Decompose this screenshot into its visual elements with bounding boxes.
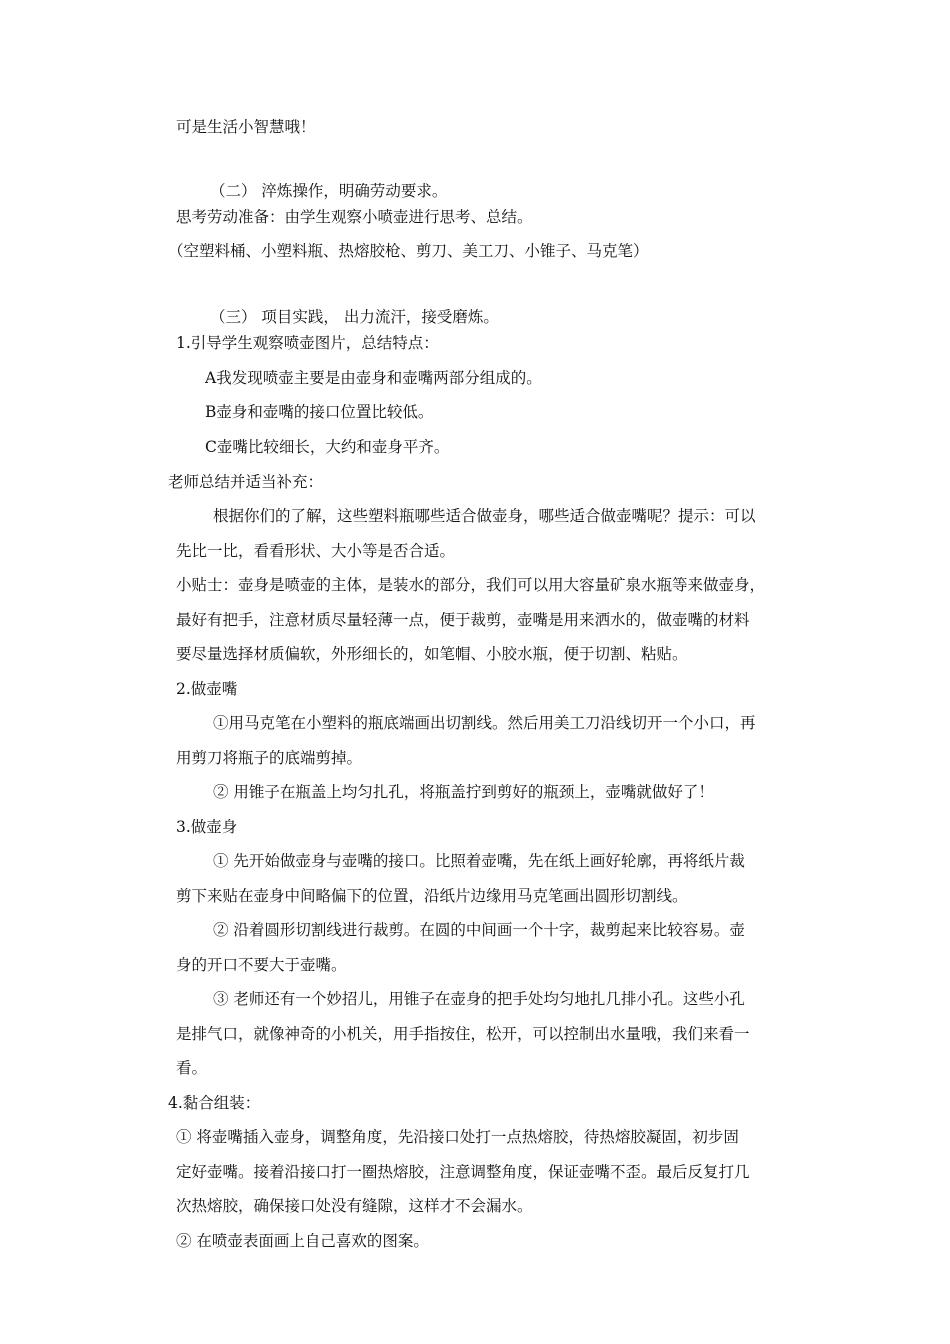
step-heading: 2.做壶嘴 [176,680,238,698]
step-heading: 3.做壶身 [176,818,238,836]
text-line: 身的开口不要大于壶嘴。 [176,956,347,974]
text-line: ② 在喷壶表面画上自己喜欢的图案。 [176,1232,429,1250]
step-heading: 4.黏合组装： [168,1094,261,1112]
text-line: 剪下来贴在壶身中间略偏下的位置，沿纸片边缘用马克笔画出圆形切割线。 [176,887,688,905]
text-line: 根据你们的了解，这些塑料瓶哪些适合做壶身，哪些适合做壶嘴呢？提示：可以 [213,507,756,525]
section-heading: （三） 项目实践， 出力流汗，接受磨炼。 [210,308,499,326]
text-line: ② 沿着圆形切割线进行裁剪。在圆的中间画一个十字，裁剪起来比较容易。壶 [213,921,745,939]
text-line: 是排气口，就像神奇的小机关，用手指按住，松开，可以控制出水量哦，我们来看一 [176,1025,750,1043]
step-heading: 1.引导学生观察喷壶图片，总结特点： [176,334,439,352]
text-line: 看。 [176,1059,208,1077]
text-line: 定好壶嘴。接着沿接口打一圈热熔胶，注意调整角度，保证壶嘴不歪。最后反复打几 [176,1163,750,1181]
text-line: ①用马克笔在小塑料的瓶底端画出切割线。然后用美工刀沿线切开一个小口，再 [213,714,756,732]
text-line: 可是生活小智慧哦！ [176,118,316,136]
text-line: 先比一比，看看形状、大小等是否合适。 [176,542,456,560]
text-line: ② 用锥子在瓶盖上均匀扎孔，将瓶盖拧到剪好的瓶颈上，壶嘴就做好了！ [213,783,714,801]
list-item: B壶身和壶嘴的接口位置比较低。 [205,403,434,421]
tip-line: 小贴士：壶身是喷壶的主体，是装水的部分，我们可以用大容量矿泉水瓶等来做壶身， [176,576,766,594]
tip-line: 要尽量选择材质偏软，外形细长的，如笔帽、小胶水瓶，便于切割、粘贴。 [176,645,688,663]
text-line: ③ 老师还有一个妙招儿，用锥子在壶身的把手处均匀地扎几排小孔。这些小孔 [213,990,745,1008]
section-heading: （二） 淬炼操作，明确劳动要求。 [210,182,448,200]
text-line: 次热熔胶，确保接口处没有缝隙，这样才不会漏水。 [176,1197,533,1215]
list-item: A我发现喷壶主要是由壶身和壶嘴两部分组成的。 [205,369,542,387]
text-line: ① 将壶嘴插入壶身，调整角度，先沿接口处打一点热熔胶，待热熔胶凝固，初步固 [176,1128,739,1146]
text-line: 用剪刀将瓶子的底端剪掉。 [176,749,363,767]
text-line: 思考劳动准备：由学生观察小喷壶进行思考、总结。 [176,208,533,226]
text-line: 老师总结并适当补充： [168,473,324,491]
text-line: ① 先开始做壶身与壶嘴的接口。比照着壶嘴，先在纸上画好轮廓，再将纸片裁 [213,852,745,870]
materials-list: （空塑料桶、小塑料瓶、热熔胶枪、剪刀、美工刀、小锥子、马克笔） [168,242,649,260]
list-item: C壶嘴比较细长，大约和壶身平齐。 [205,438,450,456]
tip-line: 最好有把手，注意材质尽量轻薄一点，便于裁剪，壶嘴是用来洒水的，做壶嘴的材料 [176,611,750,629]
